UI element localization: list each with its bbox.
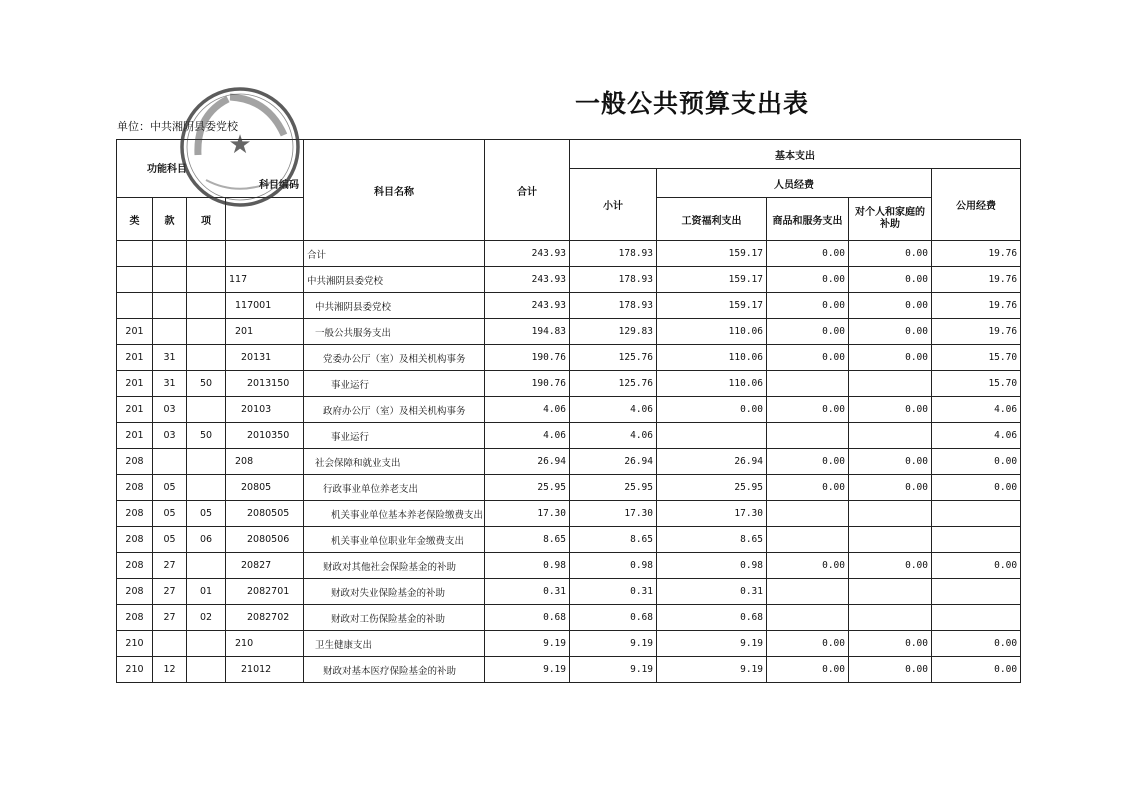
item-cell [187,631,226,657]
total-cell: 190.76 [485,371,570,397]
item-cell [187,241,226,267]
cat-cell: 201 [117,423,153,449]
cat-cell: 208 [117,553,153,579]
public-expense-cell [932,579,1021,605]
func-subject-label: 功能科目 [147,164,187,175]
personal-family-cell [849,371,932,397]
public-expense-cell: 19.76 [932,319,1021,345]
table-row [117,319,1021,345]
personal-family-cell [849,579,932,605]
public-expense-cell: 0.00 [932,657,1021,683]
total-cell: 25.95 [485,475,570,501]
page-title: 一般公共预算支出表 [575,89,810,118]
section-cell: 31 [153,345,187,371]
goods-services-cell: 0.00 [767,475,849,501]
subtotal-cell: 0.98 [570,553,657,579]
wage-welfare-header: 工资福利支出 [657,198,767,241]
func-subject-header [117,140,304,198]
subject-name-cell: 中共湘阴县委党校 [304,293,485,319]
public-expense-cell: 0.00 [932,553,1021,579]
total-cell: 8.65 [485,527,570,553]
section-cell [153,267,187,293]
goods-services-cell: 0.00 [767,397,849,423]
item-cell: 06 [187,527,226,553]
goods-services-cell [767,423,849,449]
personal-family-cell: 0.00 [849,657,932,683]
personal-family-cell: 0.00 [849,345,932,371]
wage-welfare-cell: 110.06 [657,319,767,345]
item-cell [187,449,226,475]
subject-code-cell: 20827 [226,553,304,579]
personal-family-header: 对个人和家庭的补助 [849,198,932,241]
subtotal-cell: 4.06 [570,423,657,449]
goods-services-cell: 0.00 [767,345,849,371]
cat-cell: 210 [117,657,153,683]
subject-code-header: 科目编码 [259,180,299,191]
personal-family-cell [849,527,932,553]
public-expense-cell: 19.76 [932,267,1021,293]
total-header: 合计 [485,140,570,241]
goods-services-cell: 0.00 [767,241,849,267]
wage-welfare-cell: 9.19 [657,631,767,657]
item-cell [187,397,226,423]
table-row [117,605,1021,631]
section-cell [153,449,187,475]
table-row [117,657,1021,683]
subtotal-cell: 17.30 [570,501,657,527]
public-expense-cell [932,605,1021,631]
wage-welfare-cell: 110.06 [657,371,767,397]
personal-family-cell [849,501,932,527]
subtotal-cell: 4.06 [570,397,657,423]
wage-welfare-cell: 26.94 [657,449,767,475]
subject-name-cell: 党委办公厅（室）及相关机构事务 [304,345,485,371]
table-row [117,267,1021,293]
wage-welfare-cell: 9.19 [657,657,767,683]
section-cell: 05 [153,475,187,501]
personal-family-cell: 0.00 [849,293,932,319]
subtotal-cell: 129.83 [570,319,657,345]
subject-code-cell: 2082701 [226,579,304,605]
subject-name-cell: 政府办公厅（室）及相关机构事务 [304,397,485,423]
cat-cell: 208 [117,605,153,631]
subject-name-cell: 财政对失业保险基金的补助 [304,579,485,605]
subject-code-cell: 117 [226,267,304,293]
table-row [117,501,1021,527]
goods-services-cell [767,371,849,397]
subject-name-cell: 卫生健康支出 [304,631,485,657]
item-cell: 50 [187,371,226,397]
cat-cell: 201 [117,319,153,345]
subject-name-cell: 机关事业单位基本养老保险缴费支出 [304,501,485,527]
cat-cell: 201 [117,397,153,423]
wage-welfare-cell: 159.17 [657,293,767,319]
table-row [117,475,1021,501]
goods-services-cell [767,605,849,631]
public-expense-header: 公用经费 [932,169,1021,241]
goods-services-cell: 0.00 [767,293,849,319]
cat-cell: 208 [117,527,153,553]
budget-table [116,139,1021,683]
subject-code-cell: 2010350 [226,423,304,449]
personal-family-cell [849,605,932,631]
goods-services-cell: 0.00 [767,449,849,475]
subject-code-cell: 2080505 [226,501,304,527]
goods-services-cell: 0.00 [767,267,849,293]
public-expense-cell: 0.00 [932,449,1021,475]
subject-name-cell: 中共湘阴县委党校 [304,267,485,293]
subject-name-header: 科目名称 [304,140,485,241]
subject-code-cell: 201 [226,319,304,345]
cat-cell [117,241,153,267]
personal-family-cell: 0.00 [849,449,932,475]
section-cell [153,293,187,319]
wage-welfare-cell: 159.17 [657,241,767,267]
public-expense-cell: 0.00 [932,475,1021,501]
cat-cell: 201 [117,345,153,371]
section-cell: 27 [153,605,187,631]
subject-code-cell: 21012 [226,657,304,683]
subtotal-cell: 125.76 [570,371,657,397]
subtotal-cell: 178.93 [570,293,657,319]
subject-code-cell: 20805 [226,475,304,501]
wage-welfare-cell: 0.00 [657,397,767,423]
section-cell: 03 [153,423,187,449]
goods-services-cell: 0.00 [767,319,849,345]
item-header: 项 [187,198,226,241]
table-row [117,345,1021,371]
subtotal-cell: 0.68 [570,605,657,631]
wage-welfare-cell: 17.30 [657,501,767,527]
subject-code-cell: 20131 [226,345,304,371]
personal-family-cell: 0.00 [849,397,932,423]
table-row [117,579,1021,605]
table-row [117,293,1021,319]
section-cell: 27 [153,553,187,579]
item-cell [187,293,226,319]
item-cell [187,657,226,683]
section-cell: 05 [153,527,187,553]
subtotal-cell: 8.65 [570,527,657,553]
total-cell: 26.94 [485,449,570,475]
section-cell: 05 [153,501,187,527]
item-cell: 50 [187,423,226,449]
cat-cell: 208 [117,579,153,605]
personal-family-cell: 0.00 [849,319,932,345]
total-cell: 190.76 [485,345,570,371]
subject-name-cell: 财政对基本医疗保险基金的补助 [304,657,485,683]
cat-cell: 201 [117,371,153,397]
total-cell: 0.98 [485,553,570,579]
item-cell [187,475,226,501]
goods-services-cell: 0.00 [767,657,849,683]
total-cell: 0.31 [485,579,570,605]
section-cell [153,319,187,345]
total-cell: 9.19 [485,657,570,683]
code-header-blank [226,198,304,241]
subject-name-cell: 事业运行 [304,423,485,449]
item-cell [187,553,226,579]
table-row [117,631,1021,657]
cat-cell: 208 [117,501,153,527]
total-cell: 243.93 [485,267,570,293]
wage-welfare-cell: 110.06 [657,345,767,371]
goods-services-cell [767,579,849,605]
public-expense-cell [932,527,1021,553]
subtotal-cell: 25.95 [570,475,657,501]
public-expense-cell [932,501,1021,527]
subject-name-cell: 事业运行 [304,371,485,397]
personal-family-cell: 0.00 [849,241,932,267]
total-cell: 9.19 [485,631,570,657]
goods-services-cell [767,527,849,553]
subject-code-cell: 117001 [226,293,304,319]
personnel-header: 人员经费 [657,169,932,198]
table-row [117,397,1021,423]
item-cell [187,345,226,371]
subject-name-cell: 机关事业单位职业年金缴费支出 [304,527,485,553]
table-row [117,241,1021,267]
subtotal-cell: 0.31 [570,579,657,605]
goods-services-cell: 0.00 [767,553,849,579]
public-expense-cell: 15.70 [932,345,1021,371]
subject-name-cell: 一般公共服务支出 [304,319,485,345]
svg-text:★: ★ [228,130,252,160]
public-expense-cell: 15.70 [932,371,1021,397]
total-cell: 243.93 [485,241,570,267]
subject-code-cell: 20103 [226,397,304,423]
subtotal-cell: 178.93 [570,241,657,267]
table-row [117,449,1021,475]
section-cell: 31 [153,371,187,397]
section-header: 款 [153,198,187,241]
section-cell: 12 [153,657,187,683]
public-expense-cell: 4.06 [932,397,1021,423]
wage-welfare-cell: 25.95 [657,475,767,501]
goods-services-cell [767,501,849,527]
section-cell: 03 [153,397,187,423]
item-cell: 01 [187,579,226,605]
public-expense-cell: 19.76 [932,293,1021,319]
wage-welfare-cell: 0.31 [657,579,767,605]
section-cell [153,631,187,657]
wage-welfare-cell [657,423,767,449]
section-cell [153,241,187,267]
cat-cell: 208 [117,449,153,475]
subject-name-cell: 行政事业单位养老支出 [304,475,485,501]
item-cell [187,319,226,345]
item-cell [187,267,226,293]
public-expense-cell: 0.00 [932,631,1021,657]
table-row [117,371,1021,397]
total-cell: 243.93 [485,293,570,319]
total-cell: 17.30 [485,501,570,527]
subject-code-cell: 2013150 [226,371,304,397]
cat-cell: 208 [117,475,153,501]
personal-family-cell [849,423,932,449]
subject-code-cell: 208 [226,449,304,475]
subtotal-cell: 9.19 [570,657,657,683]
subtotal-cell: 178.93 [570,267,657,293]
personal-family-cell: 0.00 [849,631,932,657]
table-row [117,553,1021,579]
public-expense-cell: 4.06 [932,423,1021,449]
cat-cell: 210 [117,631,153,657]
subtotal-cell: 125.76 [570,345,657,371]
table-row [117,527,1021,553]
total-cell: 194.83 [485,319,570,345]
total-cell: 4.06 [485,397,570,423]
subject-name-cell: 财政对工伤保险基金的补助 [304,605,485,631]
total-cell: 4.06 [485,423,570,449]
personal-family-cell: 0.00 [849,267,932,293]
section-cell: 27 [153,579,187,605]
wage-welfare-cell: 0.98 [657,553,767,579]
subtotal-cell: 9.19 [570,631,657,657]
subtotal-cell: 26.94 [570,449,657,475]
public-expense-cell: 19.76 [932,241,1021,267]
subject-name-cell: 财政对其他社会保险基金的补助 [304,553,485,579]
subject-code-cell [226,241,304,267]
subject-code-cell: 210 [226,631,304,657]
personal-family-cell: 0.00 [849,553,932,579]
wage-welfare-cell: 159.17 [657,267,767,293]
goods-services-cell: 0.00 [767,631,849,657]
item-cell: 02 [187,605,226,631]
subtotal-header: 小计 [570,169,657,241]
basic-expense-header: 基本支出 [570,140,1021,169]
cat-cell [117,293,153,319]
subject-code-cell: 2080506 [226,527,304,553]
subject-code-cell: 2082702 [226,605,304,631]
cat-header: 类 [117,198,153,241]
table-row [117,423,1021,449]
goods-services-header: 商品和服务支出 [767,198,849,241]
item-cell: 05 [187,501,226,527]
unit-label: 单位：中共湘阴县委党校 [117,120,238,133]
wage-welfare-cell: 8.65 [657,527,767,553]
total-cell: 0.68 [485,605,570,631]
cat-cell [117,267,153,293]
subject-name-cell: 社会保障和就业支出 [304,449,485,475]
wage-welfare-cell: 0.68 [657,605,767,631]
personal-family-cell: 0.00 [849,475,932,501]
subject-name-cell: 合计 [304,241,485,267]
